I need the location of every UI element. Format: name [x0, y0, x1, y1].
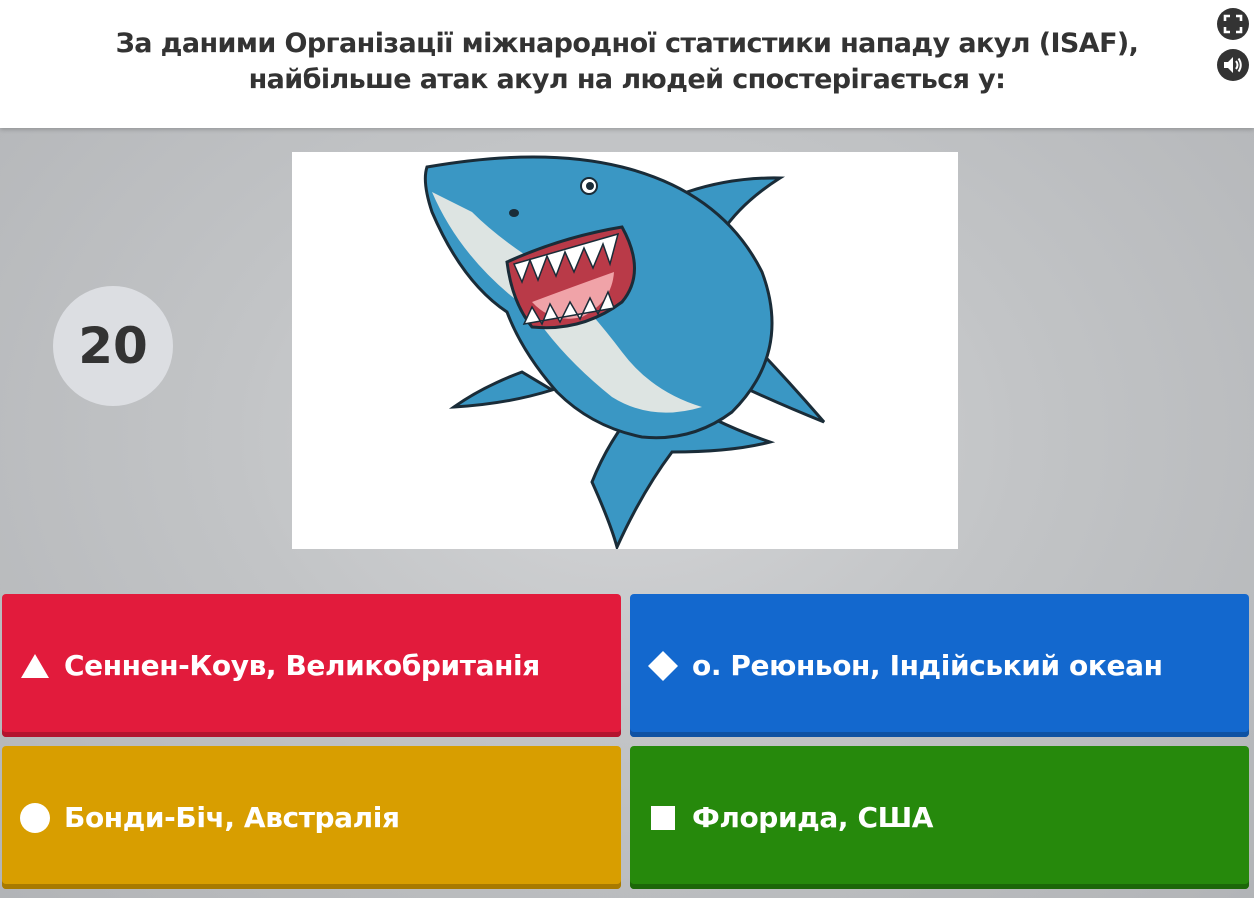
timer-value: 20: [78, 317, 148, 375]
countdown-timer: [53, 286, 173, 406]
answer-label: о. Реюньон, Індійський океан: [692, 649, 1163, 682]
fullscreen-icon: [1223, 14, 1243, 34]
question-header: [0, 0, 1254, 128]
fullscreen-button[interactable]: [1217, 8, 1249, 40]
speaker-icon: [1222, 55, 1244, 75]
question-line-1: За даними Організації міжнародної статистики нападу акул (ISAF),: [115, 28, 1139, 59]
answer-label: Флорида, США: [692, 801, 934, 834]
answer-option-3[interactable]: [2, 746, 621, 889]
circle-icon: [19, 802, 51, 834]
answer-label: Сеннен-Коув, Великобританія: [64, 649, 540, 682]
question-line-2: найбільше атак акул на людей спостерігається у:: [248, 64, 1006, 95]
shark-illustration: [292, 152, 958, 549]
answer-option-2[interactable]: [630, 594, 1249, 737]
sound-button[interactable]: [1217, 49, 1249, 81]
diamond-icon: [647, 650, 679, 682]
answer-label: Бонди-Біч, Австралія: [64, 801, 400, 834]
answer-option-4[interactable]: [630, 746, 1249, 889]
answer-option-1[interactable]: [2, 594, 621, 737]
triangle-icon: [19, 650, 51, 682]
square-icon: [647, 802, 679, 834]
question-text: [60, 26, 1194, 98]
question-image: [292, 152, 958, 549]
